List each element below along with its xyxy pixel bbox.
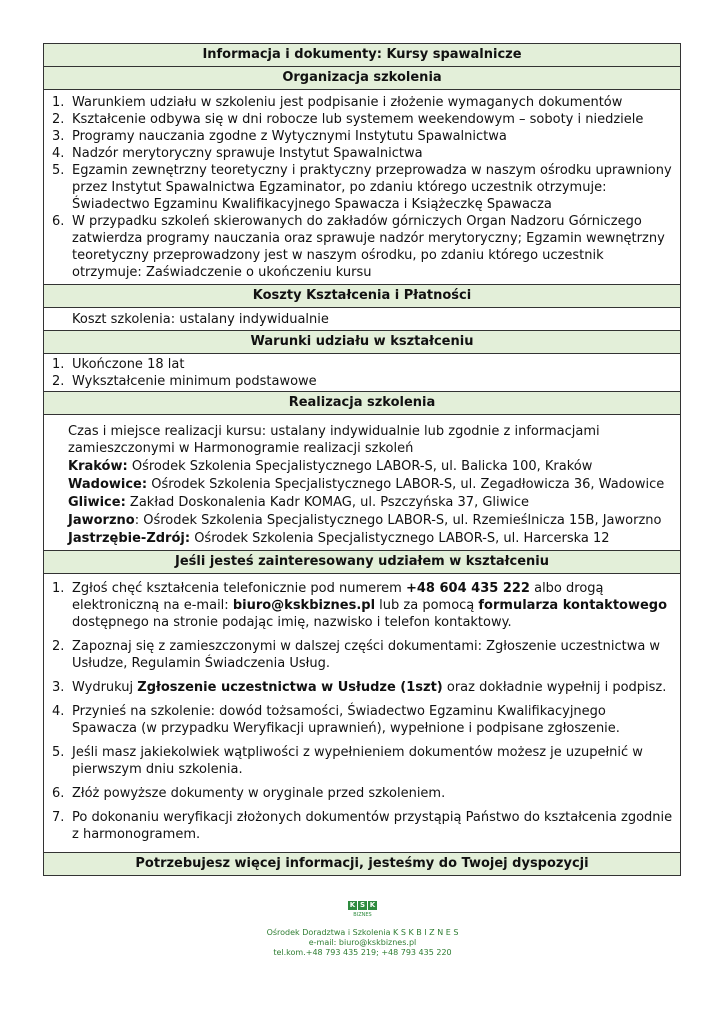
- ksk-logo: K S K: [349, 901, 376, 909]
- section-realizacja: [44, 415, 680, 551]
- list-item: 4. Nadzór merytoryczny sprawuje Instytut Spawalnictwa: [52, 146, 423, 161]
- document-table: [43, 43, 681, 876]
- list-item: 1. Ukończone 18 lat: [52, 357, 185, 372]
- location-jaworzno: Jaworzno: Ośrodek Szkolenia Specjalistycznego LABOR-S, ul. Rzemieślnicza 15B, Jaworzno: [68, 513, 662, 528]
- list-item: 2. Zapoznaj się z zamieszczonymi w dalszej części dokumentami: Zgłoszenie uczestnictwa w Usłudze, Regulamin Świadczenia Usług.: [52, 639, 661, 671]
- section-heading-realizacja: Realizacja szkolenia: [44, 392, 680, 415]
- section-organizacja: [44, 90, 680, 285]
- list-item: 2. Kształcenie odbywa się w dni robocze lub systemem weekendowym – soboty i niedziele: [52, 112, 644, 127]
- section-heading-zainteresowany: Jeśli jesteś zainteresowany udziałem w kształceniu: [44, 551, 680, 574]
- email-link[interactable]: biuro@kskbiznes.pl: [232, 598, 376, 613]
- list-item: 1. Warunkiem udziału w szkoleniu jest podpisanie i złożenie wymaganych dokumentów: [52, 95, 623, 110]
- document-title: Informacja i dokumenty: Kursy spawalnicze: [44, 44, 680, 67]
- list-item: 3. Wydrukuj Zgłoszenie uczestnictwa w Usłudze (1szt) oraz dokładnie wypełnij i podpisz.: [52, 680, 667, 695]
- location-krakow: Kraków: Ośrodek Szkolenia Specjalistycznego LABOR-S, ul. Balicka 100, Kraków: [68, 459, 593, 474]
- list-item: 1. Zgłoś chęć kształcenia telefonicznie pod numerem +48 604 435 222 albo drogą elektroniczną na e-mail: biuro@kskbiznes.pl lub za pomocą formularza kontaktowego dostępnego na stronie podając imię, nazwisko i telefon kontaktowy.: [52, 581, 668, 630]
- list-item: 5. Egzamin zewnętrzny teoretyczny i praktyczny przeprowadza w naszym ośrodku uprawniony przez Instytut Spawalnictwa Egzaminator, po zdaniu którego uczestnik otrzymuje: Świadectwo Egzaminu Kwalifikacyjnego Spawacza i Książeczkę Spawacza: [52, 163, 672, 212]
- location-gliwice: Gliwice: Zakład Doskonalenia Kadr KOMAG, ul. Pszczyńska 37, Gliwice: [68, 495, 530, 510]
- list-item: 3. Programy nauczania zgodne z Wytycznymi Instytutu Spawalnictwa: [52, 129, 507, 144]
- list-item: 4. Przynieś na szkolenie: dowód tożsamości, Świadectwo Egzaminu Kwalifikacyjnego Spawacza (w przypadku Weryfikacji uprawnień), wypełnione i podpisane zgłoszenie.: [52, 704, 620, 736]
- location-jastrzebie: Jastrzębie-Zdrój: Ośrodek Szkolenia Specjalistycznego LABOR-S, ul. Harcerska 12: [68, 531, 610, 546]
- section-warunki: [44, 354, 680, 392]
- list-item: 5. Jeśli masz jakiekolwiek wątpliwości z wypełnieniem dokumentów możesz je uzupełnić w pierwszym dniu szkolenia.: [52, 745, 643, 777]
- list-item: 6. W przypadku szkoleń skierowanych do zakładów górniczych Organ Nadzoru Górniczego zatwierdza programy nauczania oraz sprawuje nadzór merytoryczny; Egzamin wewnętrzny teoretyczny przeprowadzony jest w naszym ośrodku, po zdaniu którego uczestnik otrzymuje: Zaświadczenie o ukończeniu kursu: [52, 214, 665, 280]
- footer-email[interactable]: e-mail: biuro@kskbiznes.pl: [308, 938, 417, 947]
- logo-subtitle: BIZNES: [353, 912, 372, 918]
- footer-phone: tel.kom.+48 793 435 219; +48 793 435 220: [273, 948, 452, 957]
- list-item: 6. Złóż powyższe dokumenty w oryginale przed szkoleniem.: [52, 786, 446, 801]
- section-heading-koszty: Koszty Kształcenia i Płatności: [44, 285, 680, 308]
- section-koszty: [44, 308, 680, 331]
- section-heading-organizacja: Organizacja szkolenia: [44, 67, 680, 90]
- closing-line: Potrzebujesz więcej informacji, jesteśmy do Twojej dyspozycji: [44, 853, 680, 875]
- list-item: 2. Wykształcenie minimum podstawowe: [52, 374, 317, 389]
- contact-form-link[interactable]: formularza kontaktowego: [478, 598, 668, 613]
- location-wadowice: Wadowice: Ośrodek Szkolenia Specjalistycznego LABOR-S, ul. Zegadłowicza 36, Wadowice: [68, 477, 665, 492]
- section-heading-warunki: Warunki udziału w kształceniu: [44, 331, 680, 354]
- phone-number: +48 604 435 222: [405, 581, 530, 596]
- realization-intro: Czas i miejsce realizacji kursu: ustalany indywidualnie lub zgodnie z informacjami zamieszczonymi w Harmonogramie realizacji szkoleń: [68, 424, 600, 456]
- footer: [0, 900, 725, 958]
- footer-org: Ośrodek Doradztwa i Szkolenia K S K B I Z N E S: [266, 928, 459, 937]
- cost-text: Koszt szkolenia: ustalany indywidualnie: [72, 312, 329, 327]
- list-item: 7. Po dokonaniu weryfikacji złożonych dokumentów przystąpią Państwo do kształcenia zgodnie z harmonogramem.: [52, 810, 673, 842]
- section-zainteresowany: [44, 574, 680, 853]
